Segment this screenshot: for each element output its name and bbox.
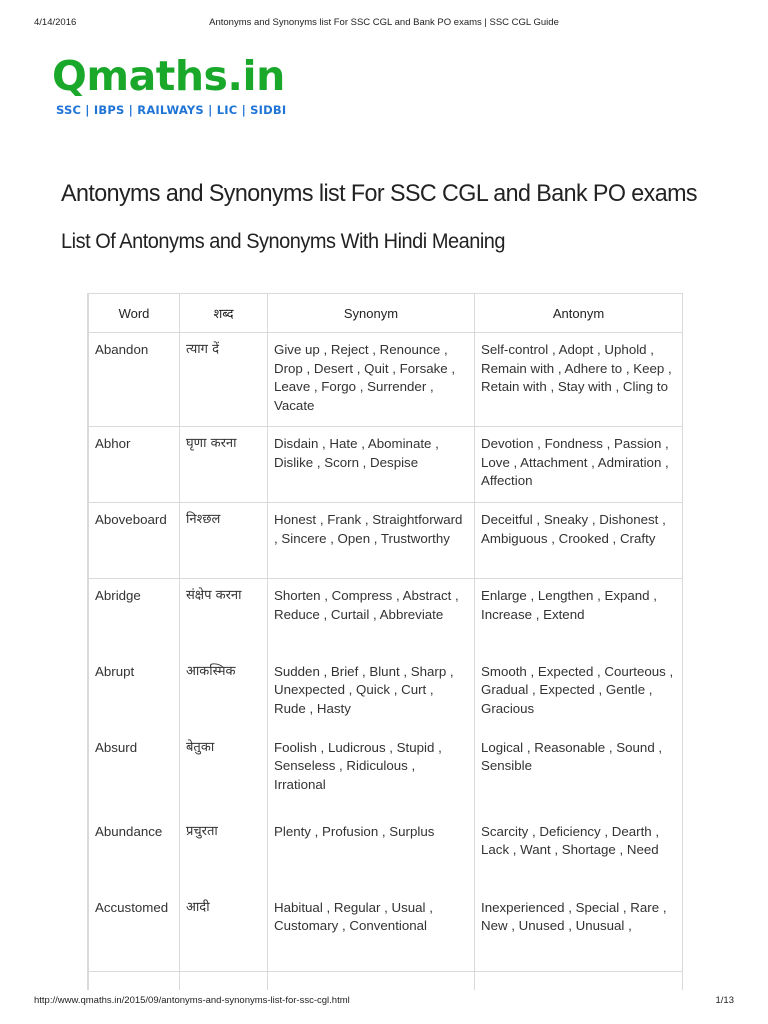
cell-synonym: Disdain , Hate , Abominate , Dislike , Scorn , Despise bbox=[268, 427, 475, 503]
cell-empty bbox=[268, 972, 475, 991]
cell-hindi: त्याग दें bbox=[180, 333, 268, 427]
cell-antonym: Enlarge , Lengthen , Expand , Increase , Extend bbox=[475, 579, 683, 655]
cell-antonym: Deceitful , Sneaky , Dishonest , Ambiguous , Crooked , Crafty bbox=[475, 503, 683, 579]
table-header-row bbox=[89, 294, 683, 333]
print-page-title: Antonyms and Synonyms list For SSC CGL and Bank PO exams | SSC CGL Guide bbox=[209, 17, 559, 28]
cell-hindi: आकस्मिक bbox=[180, 655, 268, 731]
cell-antonym: Scarcity , Deficiency , Dearth , Lack , Want , Shortage , Need bbox=[475, 815, 683, 891]
cell-hindi: बेतुका bbox=[180, 731, 268, 815]
cell-word: Abandon bbox=[89, 333, 180, 427]
cell-empty bbox=[89, 972, 180, 991]
cell-antonym: Logical , Reasonable , Sound , Sensible bbox=[475, 731, 683, 815]
cell-synonym: Foolish , Ludicrous , Stupid , Senseless , Ridiculous , Irrational bbox=[268, 731, 475, 815]
table-row bbox=[89, 333, 683, 427]
print-date: 4/14/2016 bbox=[34, 17, 77, 28]
table-row bbox=[89, 503, 683, 579]
word-table bbox=[88, 293, 683, 990]
header-hindi-word: शब्द bbox=[180, 294, 268, 333]
cell-hindi: निश्छल bbox=[180, 503, 268, 579]
cell-word: Aboveboard bbox=[89, 503, 180, 579]
table-row bbox=[89, 815, 683, 891]
cell-word: Abhor bbox=[89, 427, 180, 503]
cell-synonym: Give up , Reject , Renounce , Drop , Desert , Quit , Forsake , Leave , Forgo , Surrender , Vacate bbox=[268, 333, 475, 427]
cell-word: Abridge bbox=[89, 579, 180, 655]
cell-word: Absurd bbox=[89, 731, 180, 815]
table-row bbox=[89, 731, 683, 815]
cell-antonym: Smooth , Expected , Courteous , Gradual , Expected , Gentle , Gracious bbox=[475, 655, 683, 731]
article-title: Antonyms and Synonyms list For SSC CGL and Bank PO exams bbox=[61, 180, 698, 207]
logo-wordmark: Qmaths.in bbox=[52, 52, 285, 100]
cell-hindi: प्रचुरता bbox=[180, 815, 268, 891]
article-subtitle: List Of Antonyms and Synonyms With Hindi Meaning bbox=[61, 230, 506, 253]
cell-synonym: Plenty , Profusion , Surplus bbox=[268, 815, 475, 891]
cell-empty bbox=[475, 972, 683, 991]
logo-tagline: SSC | IBPS | RAILWAYS | LIC | SIDBI bbox=[56, 103, 287, 117]
cell-hindi: संक्षेप करना bbox=[180, 579, 268, 655]
cell-antonym: Inexperienced , Special , Rare , New , Unused , Unusual , bbox=[475, 891, 683, 972]
cell-hindi: आदी bbox=[180, 891, 268, 972]
cell-word: Abrupt bbox=[89, 655, 180, 731]
cell-word: Accustomed bbox=[89, 891, 180, 972]
print-header bbox=[34, 17, 734, 31]
header-word: Word bbox=[89, 294, 180, 333]
page-url[interactable]: http://www.qmaths.in/2015/09/antonyms-and-synonyms-list-for-ssc-cgl.html bbox=[34, 995, 350, 1006]
table-row bbox=[89, 655, 683, 731]
cell-antonym: Self-control , Adopt , Uphold , Remain with , Adhere to , Keep , Retain with , Stay with , Cling to bbox=[475, 333, 683, 427]
table-row bbox=[89, 427, 683, 503]
page-number: 1/13 bbox=[715, 995, 734, 1006]
cell-empty bbox=[180, 972, 268, 991]
cell-synonym: Honest , Frank , Straightforward , Sincere , Open , Trustworthy bbox=[268, 503, 475, 579]
cell-synonym: Shorten , Compress , Abstract , Reduce , Curtail , Abbreviate bbox=[268, 579, 475, 655]
cell-synonym: Habitual , Regular , Usual , Customary , Conventional bbox=[268, 891, 475, 972]
header-antonym: Antonym bbox=[475, 294, 683, 333]
table-row bbox=[89, 579, 683, 655]
table-row bbox=[89, 891, 683, 972]
print-footer bbox=[34, 995, 734, 1009]
cell-synonym: Sudden , Brief , Blunt , Sharp , Unexpected , Quick , Curt , Rude , Hasty bbox=[268, 655, 475, 731]
site-logo[interactable] bbox=[52, 52, 286, 117]
word-table-container bbox=[87, 293, 683, 990]
header-synonym: Synonym bbox=[268, 294, 475, 333]
cell-hindi: घृणा करना bbox=[180, 427, 268, 503]
cell-word: Abundance bbox=[89, 815, 180, 891]
cell-antonym: Devotion , Fondness , Passion , Love , Attachment , Admiration , Affection bbox=[475, 427, 683, 503]
table-row bbox=[89, 972, 683, 991]
